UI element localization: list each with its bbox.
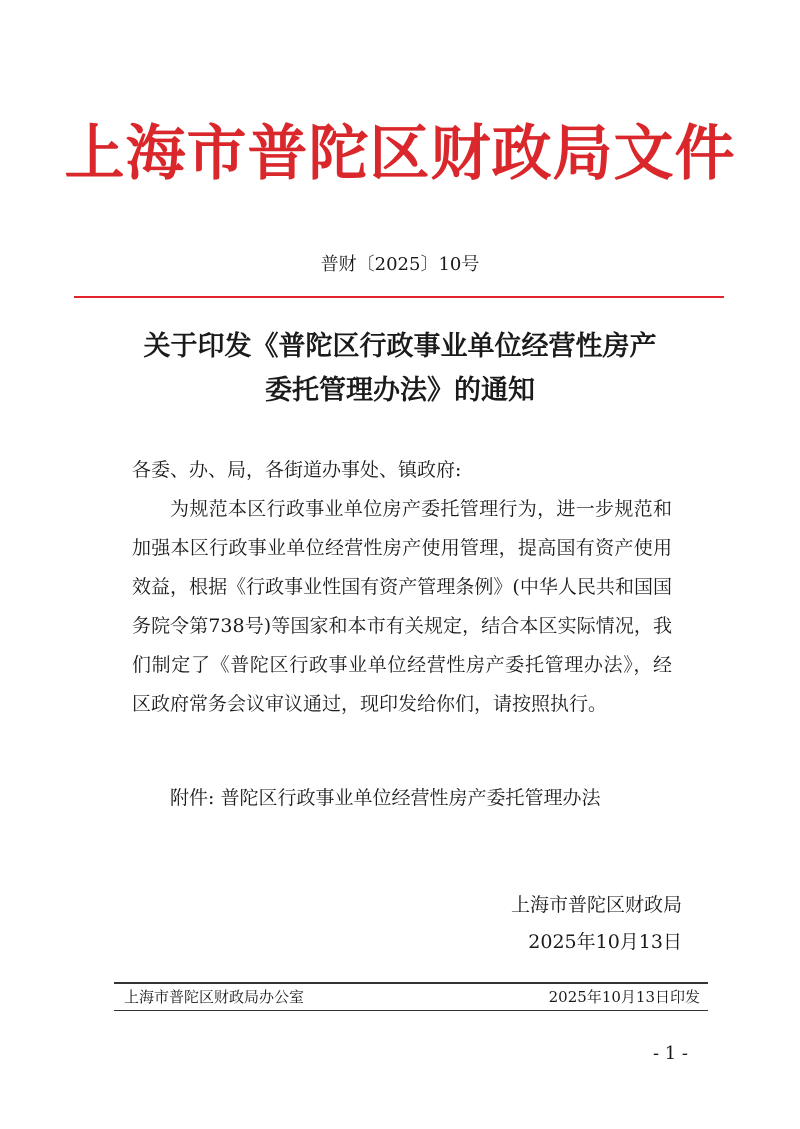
- notice-title-line-2: 委托管理办法》的通知: [265, 375, 535, 406]
- document-header-title: 上海市普陀区财政局文件: [64, 119, 736, 189]
- body-paragraph: 为规范本区行政事业单位房产委托管理行为，进一步规范和加强本区行政事业单位经营性房产使用管理，提高国有资产使用效益，根据《行政事业性国有资产管理条例》(中华人民共和国国务院令第738号)等国家和本市有关规定，结合本区实际情况，我们制定了《普陀区行政事业单位经营性房产委托管理办法》，经区政府常务会议审议通过，现印发给你们，请按照执行。: [132, 498, 672, 715]
- notice-title-line-1: 关于印发《普陀区行政事业单位经营性房产: [143, 331, 657, 362]
- notice-body: [132, 451, 672, 724]
- page-number: - 1 -: [652, 1043, 688, 1064]
- footer-issuer: 上海市普陀区财政局办公室: [124, 988, 305, 1006]
- signature-org: 上海市普陀区财政局: [510, 894, 682, 916]
- document-number: 普财〔2025〕10号: [320, 254, 480, 275]
- signature-block: [511, 887, 682, 961]
- footer-rule-top: [114, 982, 708, 984]
- attachment-line: 附件: 普陀区行政事业单位经营性房产委托管理办法: [170, 787, 601, 809]
- notice-title: [90, 325, 710, 413]
- signature-date: 2025年10月13日: [528, 931, 682, 953]
- red-divider: [74, 296, 724, 298]
- addressee: 各委、办、局，各街道办事处、镇政府:: [132, 459, 462, 481]
- footer-print-date: 2025年10月13日印发: [548, 988, 700, 1006]
- footer-rule-bottom: [114, 1010, 708, 1011]
